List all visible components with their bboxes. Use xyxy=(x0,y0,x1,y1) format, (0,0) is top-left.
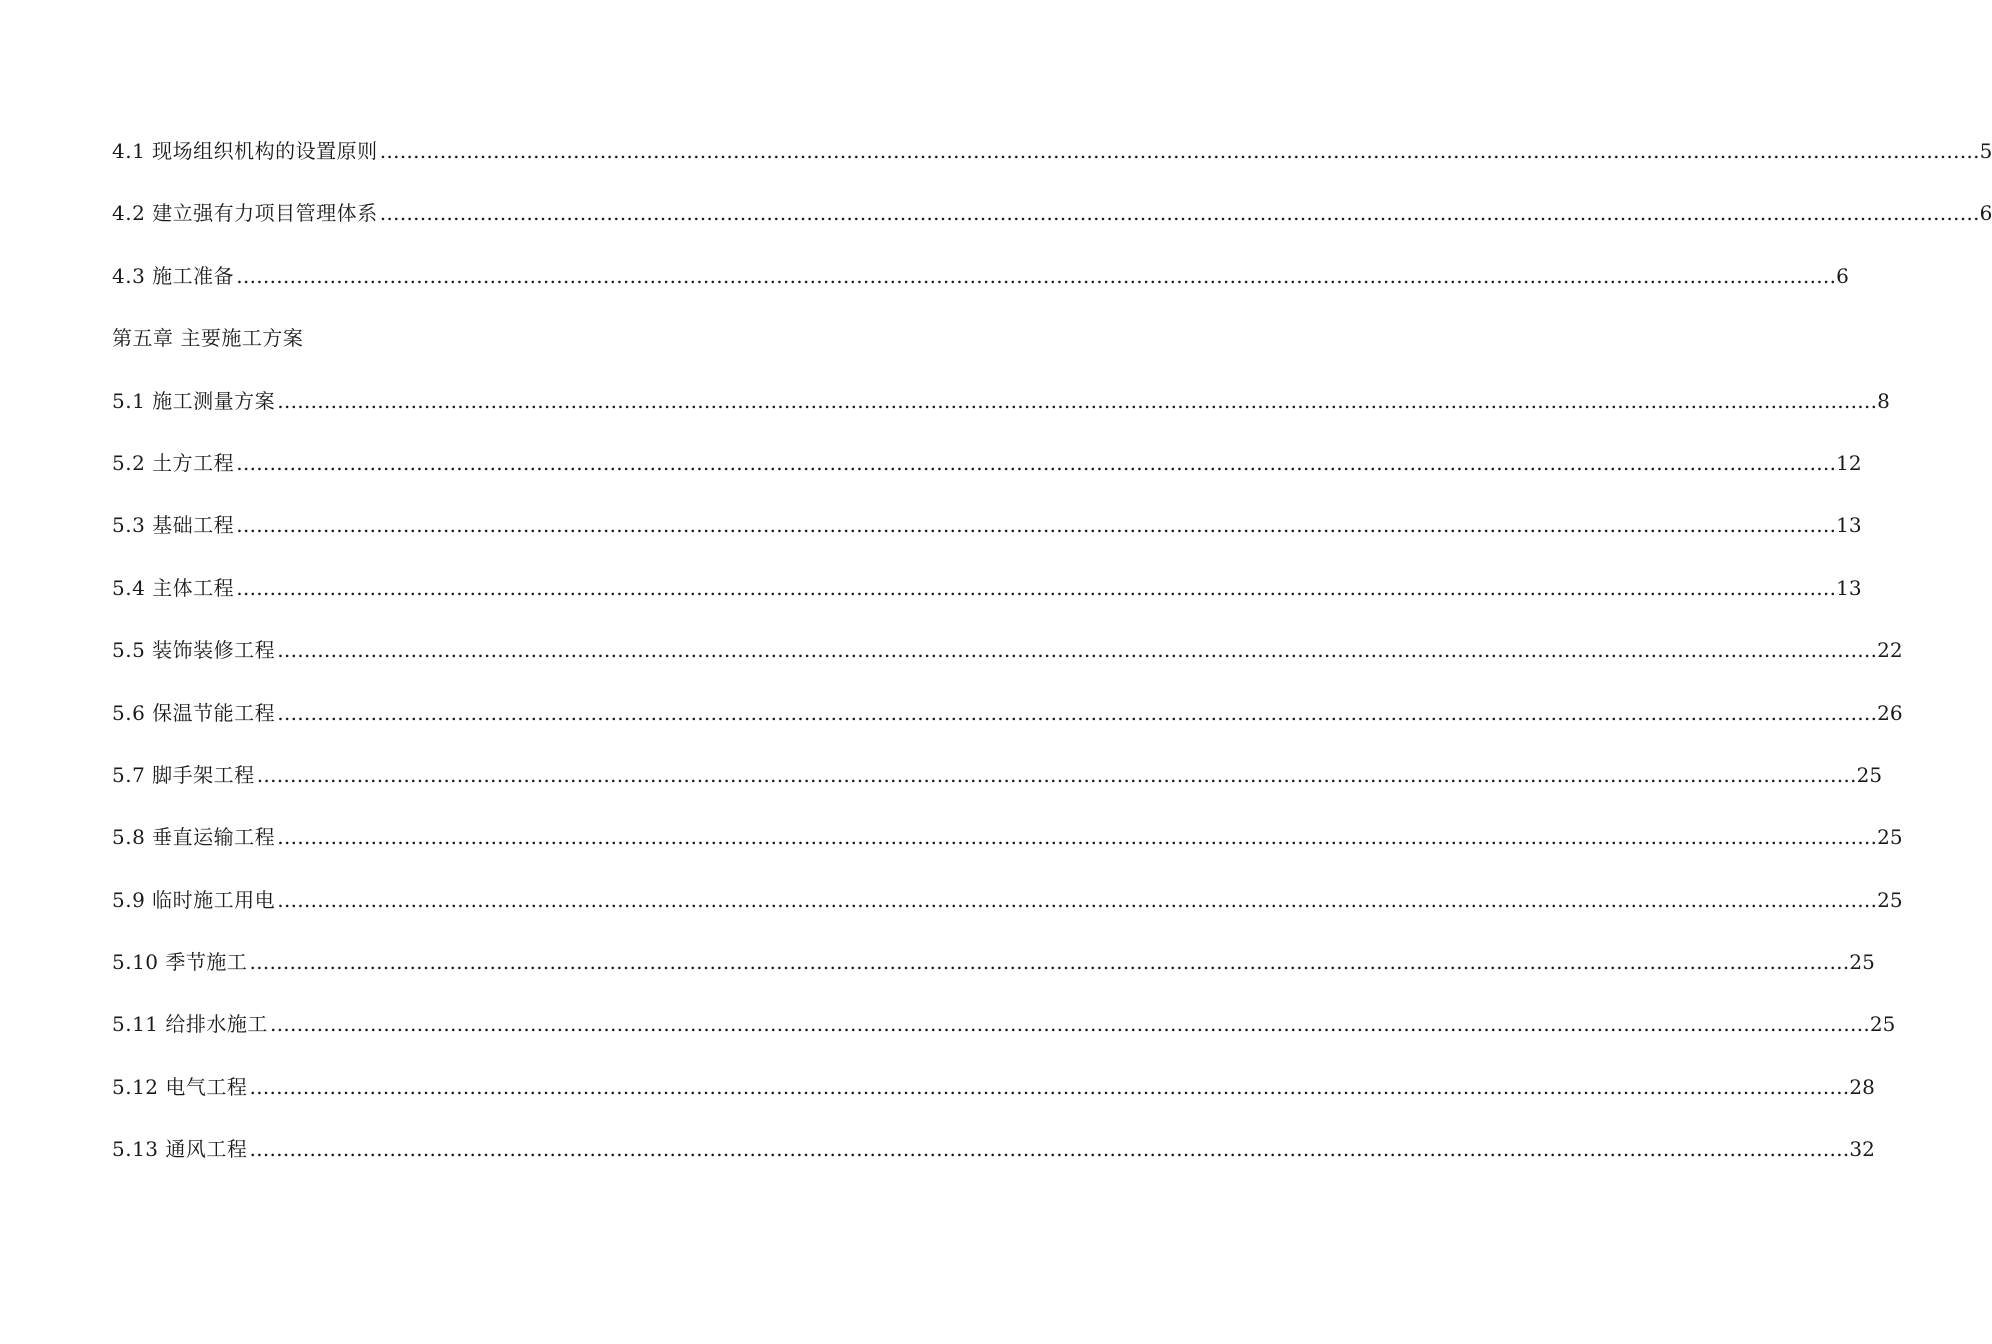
toc-page-number: 6 xyxy=(1979,201,1992,226)
toc-row-5-12 xyxy=(112,1069,1875,1131)
toc-page-number: 25 xyxy=(1849,950,1875,975)
toc-entry-label: 5.6 保温节能工程 xyxy=(112,700,276,725)
toc-entry-label: 5.7 脚手架工程 xyxy=(112,762,255,787)
toc-row-4-2 xyxy=(112,195,1992,257)
dot-leader: …………………………………………………………………………………………………………………………………………………………………………………………………………………… xyxy=(236,513,1837,538)
toc-page-number: 25 xyxy=(1869,1012,1896,1037)
toc-page-number: 28 xyxy=(1849,1074,1875,1099)
toc-row-5-9 xyxy=(112,882,1903,944)
toc-page-number: 6 xyxy=(1836,263,1849,288)
dot-leader: …………………………………………………………………………………………………………………………………………………………………………………………………………………… xyxy=(249,950,1850,975)
dot-leader: …………………………………………………………………………………………………………………………………………………………………………………………………………………… xyxy=(236,263,1837,288)
toc-row-5-1 xyxy=(112,383,1890,445)
toc-page-number: 26 xyxy=(1877,700,1903,725)
toc-entry-label: 5.1 施工测量方案 xyxy=(112,388,276,413)
toc-page-number: 13 xyxy=(1836,575,1862,600)
dot-leader: …………………………………………………………………………………………………………………………………………………………………………………………………………………… xyxy=(277,825,1878,850)
dot-leader: …………………………………………………………………………………………………………………………………………………………………………………………………………………… xyxy=(277,388,1878,413)
toc-row-5-2 xyxy=(112,445,1862,507)
toc-entry-label: 5.11 给排水施工 xyxy=(112,1012,268,1037)
toc-entry-label: 5.4 主体工程 xyxy=(112,575,235,600)
dot-leader: …………………………………………………………………………………………………………………………………………………………………………………………………………………… xyxy=(277,700,1878,725)
toc-entry-label: 5.13 通风工程 xyxy=(112,1137,248,1162)
chapter-title: 第五章 主要施工方案 xyxy=(112,326,304,351)
dot-leader: …………………………………………………………………………………………………………………………………………………………………………………………………………………… xyxy=(277,887,1878,912)
toc-entry-label: 4.1 现场组织机构的设置原则 xyxy=(112,139,378,163)
dot-leader: …………………………………………………………………………………………………………………………………………………………………………………………………………………… xyxy=(379,139,1980,163)
toc-entry-label: 5.8 垂直运输工程 xyxy=(112,825,276,850)
toc-row-5-10 xyxy=(112,944,1875,1006)
toc-page-number: 12 xyxy=(1836,450,1862,475)
toc-entry-label: 5.2 土方工程 xyxy=(112,450,235,475)
dot-leader: …………………………………………………………………………………………………………………………………………………………………………………………………………………… xyxy=(277,638,1878,663)
toc-entry-label: 5.3 基础工程 xyxy=(112,513,235,538)
toc-entry-label: 5.5 装饰装修工程 xyxy=(112,638,276,663)
toc-row-5-8 xyxy=(112,819,1903,881)
dot-leader: …………………………………………………………………………………………………………………………………………………………………………………………………………………… xyxy=(236,450,1837,475)
toc-chapter-heading xyxy=(112,320,812,382)
toc-entry-label: 5.10 季节施工 xyxy=(112,950,248,975)
dot-leader: …………………………………………………………………………………………………………………………………………………………………………………………………………………… xyxy=(249,1074,1850,1099)
toc-page-number: 8 xyxy=(1877,388,1890,413)
toc-row-5-7 xyxy=(112,757,1883,819)
dot-leader: …………………………………………………………………………………………………………………………………………………………………………………………………………………… xyxy=(249,1137,1850,1162)
toc-entry-label: 4.2 建立强有力项目管理体系 xyxy=(112,201,378,226)
toc-entry-label: 5.12 电气工程 xyxy=(112,1074,248,1099)
toc-row-5-11 xyxy=(112,1006,1896,1068)
toc-page-number: 25 xyxy=(1856,762,1883,787)
toc-row-4-3 xyxy=(112,258,1849,320)
toc-page-number: 32 xyxy=(1849,1137,1875,1162)
toc-row-5-13 xyxy=(112,1131,1875,1193)
toc-page-number: 25 xyxy=(1877,887,1903,912)
dot-leader: …………………………………………………………………………………………………………………………………………………………………………………………………………………… xyxy=(379,201,1980,226)
toc-page-number: 25 xyxy=(1877,825,1903,850)
dot-leader: …………………………………………………………………………………………………………………………………………………………………………………………………………………… xyxy=(256,762,1857,787)
toc-page-number: 22 xyxy=(1877,638,1903,663)
toc-row-5-4 xyxy=(112,570,1862,632)
table-of-contents xyxy=(112,133,1992,1194)
toc-row-5-5 xyxy=(112,632,1903,694)
toc-row-4-1 xyxy=(112,133,1992,195)
toc-page-number: 13 xyxy=(1836,513,1862,538)
dot-leader: …………………………………………………………………………………………………………………………………………………………………………………………………………………… xyxy=(236,575,1837,600)
toc-row-5-6 xyxy=(112,695,1903,757)
toc-row-5-3 xyxy=(112,507,1862,569)
toc-entry-label: 4.3 施工准备 xyxy=(112,263,235,288)
toc-page-number: 5 xyxy=(1979,139,1992,163)
dot-leader: …………………………………………………………………………………………………………………………………………………………………………………………………………………… xyxy=(269,1012,1870,1037)
toc-entry-label: 5.9 临时施工用电 xyxy=(112,887,276,912)
